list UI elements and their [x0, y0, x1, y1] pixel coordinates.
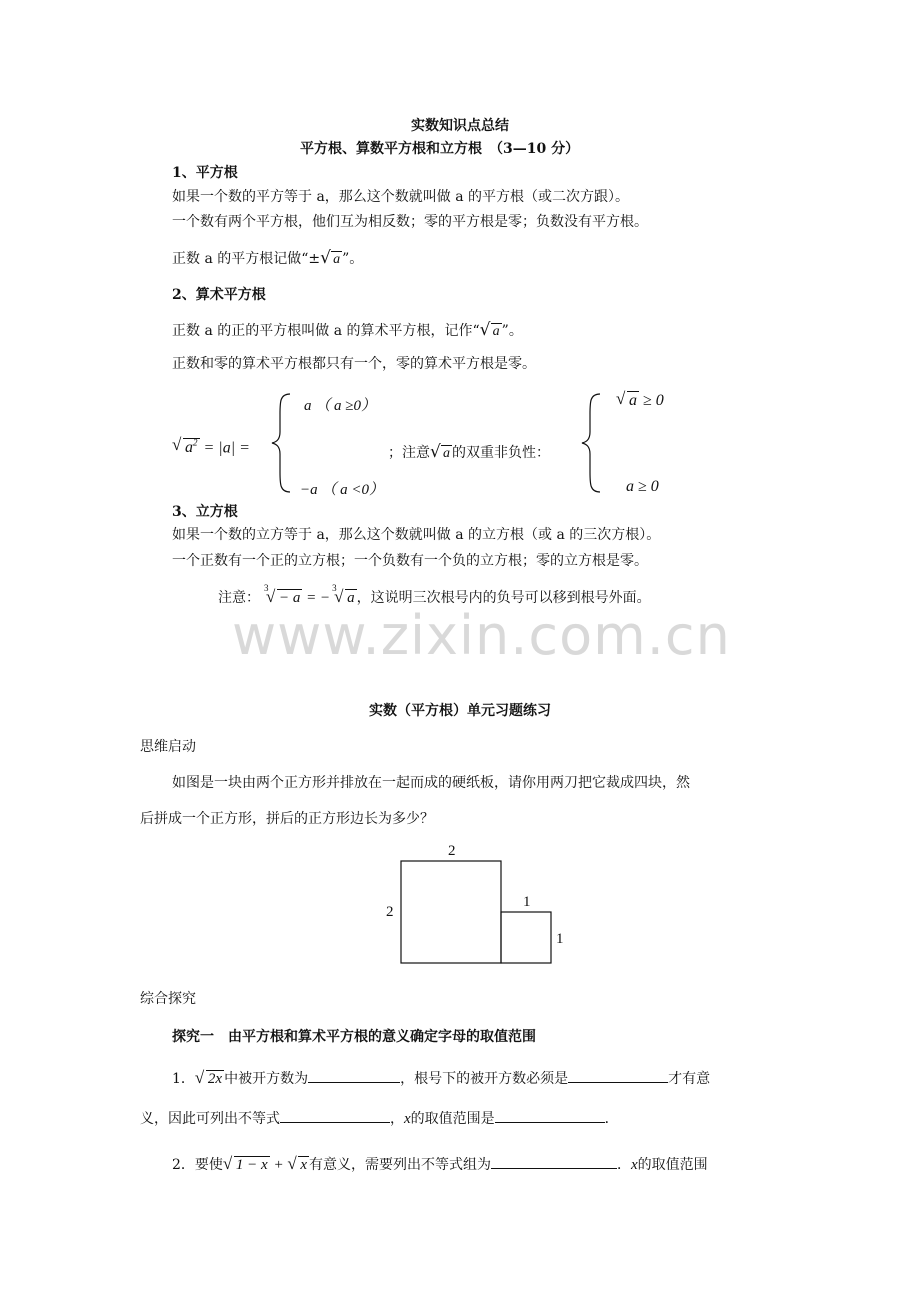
sqrt-2x-symbol: √ 2x — [195, 1071, 224, 1088]
nonneg-condition-1: √ a ≥ 0 — [616, 392, 664, 410]
case-nonnegative: a （ a ≥0） — [304, 398, 376, 414]
question1-line2: 义，因此可列出不等式 ，x的取值范围是 ． — [140, 1108, 619, 1128]
section1-line1: 如果一个数的平方等于 a，那么这个数就叫做 a 的平方根（或二次方跟）。 — [172, 189, 630, 205]
sqrt-a-symbol: √ a — [480, 323, 502, 340]
section1-line3-post: ”。 — [342, 251, 364, 267]
question2-line1: 2．要使 √ 1 − x + √ x 有意义，需要列出不等式组为 ．x的取值范围 — [172, 1154, 708, 1174]
page-subtitle: 平方根、算数平方根和立方根 （3—10 分） — [300, 141, 580, 157]
section3-line1: 如果一个数的立方等于 a，那么这个数就叫做 a 的立方根（或 a 的三次方根）。 — [172, 527, 661, 543]
right-brace — [580, 392, 602, 494]
small-square — [501, 912, 551, 963]
page-title: 实数知识点总结 — [411, 118, 509, 134]
double-nonnegative-note — [388, 442, 550, 462]
explore-label: 综合探究 — [140, 991, 196, 1007]
two-squares-figure — [380, 836, 580, 971]
abs-sqrt-equation: √ $a^2 = |a|$ = — [172, 438, 250, 457]
section2-line1-post: ”。 — [501, 323, 523, 339]
note-post: 的双重非负性： — [452, 445, 550, 461]
exercise-title: 实数（平方根）单元习题练习 — [369, 703, 551, 719]
watermark: www.zixin.com.cn — [232, 604, 731, 667]
section2-line2: 正数和零的算术平方根都只有一个，零的算术平方根是零。 — [172, 356, 536, 372]
left-brace — [270, 392, 292, 494]
note-pre: ；注意 — [388, 445, 430, 461]
large-square — [401, 861, 501, 963]
question1-line1: 1． √ 2x 中被开方数为 ，根号下的被开方数必须是 才有意 — [172, 1068, 710, 1088]
q1-blank-condition[interactable] — [568, 1068, 668, 1083]
section2-heading: 2、算术平方根 — [172, 287, 266, 303]
sqrt-expression: √ 1 − x + √ x — [223, 1157, 309, 1173]
section1-heading: 1、平方根 — [172, 165, 238, 181]
section2-line1 — [172, 320, 523, 340]
nonneg-condition-2: a ≥ 0 — [626, 478, 659, 495]
think-label: 思维启动 — [140, 739, 196, 755]
q1-blank-inequality[interactable] — [280, 1108, 390, 1123]
q1-blank-range[interactable] — [495, 1108, 605, 1123]
think-line1: 如图是一块由两个正方形并排放在一起而成的硬纸板，请你用两刀把它裁成四块，然 — [172, 775, 690, 791]
cube-note-post: ，这说明三次根号内的负号可以移到根号外面。 — [356, 590, 651, 606]
section1-line2: 一个数有两个平方根，他们互为相反数；零的平方根是零；负数没有平方根。 — [172, 214, 648, 230]
large-top-label: 2 — [448, 843, 456, 859]
small-top-label: 1 — [523, 894, 531, 910]
section1-line3 — [172, 248, 363, 268]
small-right-label: 1 — [556, 931, 564, 947]
section3-heading: 3、立方根 — [172, 504, 238, 520]
q1-blank-radicand[interactable] — [308, 1068, 400, 1083]
sqrt-a-symbol: √ a — [320, 251, 342, 268]
q2-blank-inequalities[interactable] — [491, 1154, 617, 1169]
think-line2: 后拼成一个正方形，拼后的正方形边长为多少？ — [140, 811, 434, 827]
case-negative: −a （ a <0） — [300, 482, 384, 498]
section3-line2: 一个正数有一个正的立方根；一个负数有一个负的立方根；零的立方根是零。 — [172, 553, 648, 569]
section1-line3-pre: 正数 a 的平方根记做“± — [172, 251, 321, 267]
explore1-title: 探究一 由平方根和算术平方根的意义确定字母的取值范围 — [172, 1029, 536, 1045]
cube-root-identity: √ 3 − a = − √ 3 a — [260, 590, 357, 606]
large-left-label: 2 — [386, 904, 394, 920]
sqrt-a-symbol: √ a — [430, 445, 452, 462]
cube-note-pre: 注意： — [218, 590, 260, 606]
section2-line1-pre: 正数 a 的正的平方根叫做 a 的算术平方根，记作“ — [172, 323, 480, 339]
